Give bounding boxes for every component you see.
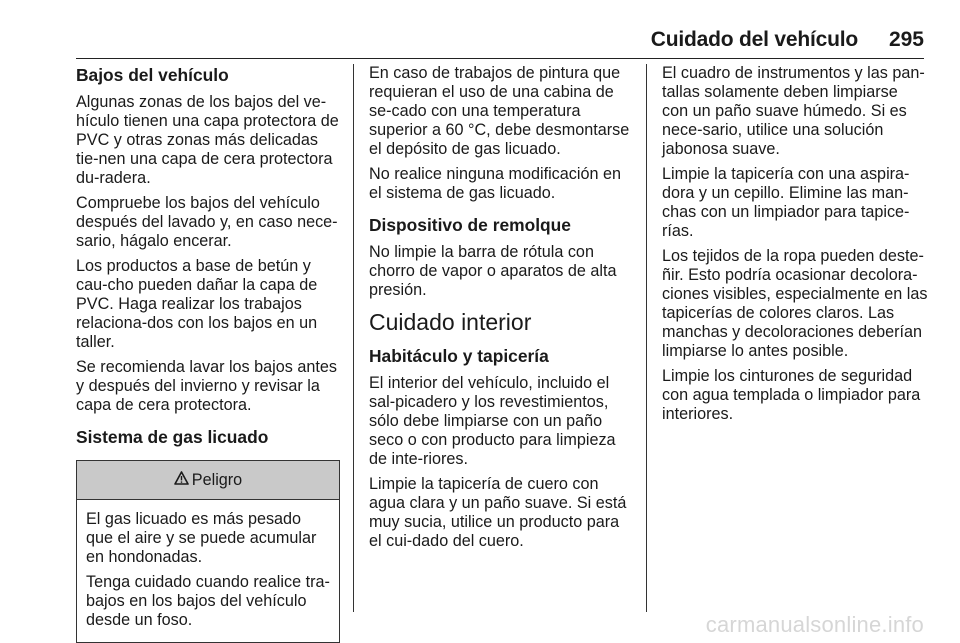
heading-gas: Sistema de gas licuado [76,427,269,447]
watermark: carmanualsonline.info [705,612,924,637]
paragraph: Algunas zonas de los bajos del ve-hículo tienen una capa protectora de PVC y otras zonas más delicadas tie-nen una capa de cera protectora du-radera. [76,93,339,187]
heading-remolque: Dispositivo de remolque [369,215,571,235]
paragraph: El cuadro de instrumentos y las pan-tallas solamente deben limpiarse con un paño suave húmedo. Si es nece-sario, utilice una solución jabonosa suave. [662,64,925,158]
paragraph: Limpie los cinturones de seguridad con agua templada o limpiador para interiores. [662,367,921,423]
column-divider [646,64,647,612]
warning-box [76,460,340,643]
heading-cuidado-interior: Cuidado interior [369,309,532,335]
paragraph: Los tejidos de la ropa pueden deste-ñir. Esto podría ocasionar decolora-ciones visibles, especialmente en las tapicerías de colores claros. Las manchas y decoloraciones deberían limpiarse lo antes posible. [662,247,928,360]
paragraph: Se recomienda lavar los bajos antes y después del invierno y revisar la capa de cera protectora. [76,358,337,414]
paragraph: No realice ninguna modificación en el sistema de gas licuado. [369,165,621,202]
paragraph: El interior del vehículo, incluido el sal-picadero y los revestimientos, sólo debe limpiarse con un paño seco o con producto para limpieza de inte-riores. [369,374,616,468]
warning-label: Peligro [191,470,243,489]
paragraph: Limpie la tapicería de cuero con agua clara y un paño suave. Si está muy sucia, utilice un producto para el cui-dado del cuero. [369,475,627,550]
column-left [76,64,340,643]
paragraph: Los productos a base de betún y cau-cho pueden dañar la capa de PVC. Haga realizar los trabajos relaciona-dos con los bajos en un taller. [76,257,318,351]
page-header [76,28,924,59]
paragraph: Tenga cuidado cuando realice tra-bajos en los bajos del vehículo desde un foso. [86,573,330,629]
chapter-title: Cuidado del vehículo [650,28,858,51]
warning-header [77,461,339,500]
paragraph: Limpie la tapicería con una aspira-dora y un cepillo. Elimine las man-chas con un limpiador para tapice-rías. [662,165,910,240]
paragraph: No limpie la barra de rótula con chorro de vapor o aparatos de alta presión. [369,243,617,299]
column-middle [369,64,633,557]
column-right [662,64,928,430]
page-number: 295 [888,28,924,51]
warning-triangle-icon [174,471,189,490]
column-divider [353,64,354,612]
warning-body [77,500,339,642]
heading-habitaculo: Habitáculo y tapicería [369,346,549,366]
paragraph: En caso de trabajos de pintura que requieran el uso de una cabina de se-cado con una temperatura superior a 60 °C, debe desmontarse el depósito de gas licuado. [369,64,630,158]
paragraph: Compruebe los bajos del vehículo después del lavado y, en caso nece-sario, hágalo encerar. [76,194,338,250]
heading-bajos: Bajos del vehículo [76,65,229,85]
paragraph: El gas licuado es más pesado que el aire y se puede acumular en hondonadas. [86,510,317,566]
